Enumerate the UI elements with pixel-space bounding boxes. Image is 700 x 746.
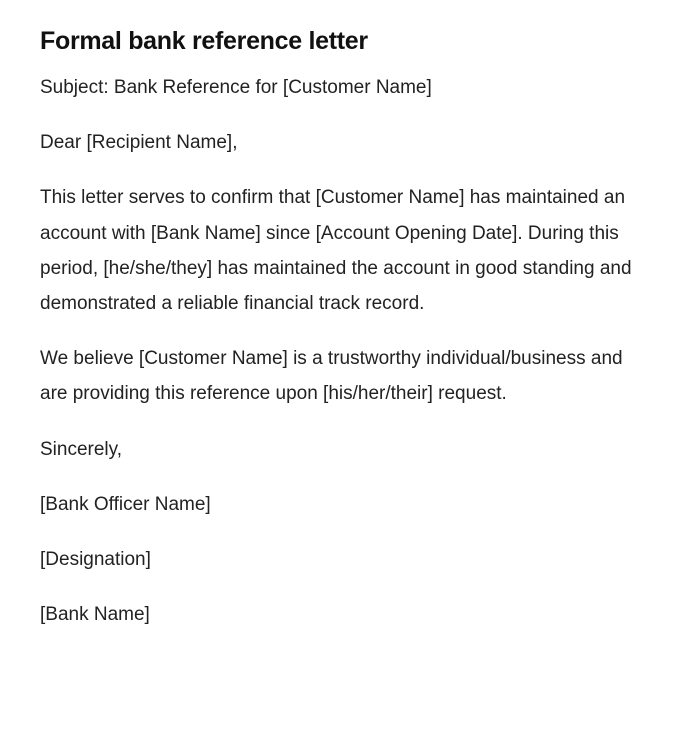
signature-designation: [Designation]: [40, 549, 151, 571]
signature-officer-name: [Bank Officer Name]: [40, 493, 211, 515]
salutation: Dear [Recipient Name],: [40, 132, 238, 154]
signature-bank-name: [Bank Name]: [40, 604, 150, 626]
document-title: Formal bank reference letter: [40, 27, 368, 55]
body-paragraph-2: We believe [Customer Name] is a trustworthy individual/business and are providing this reference upon [his/her/their] request.: [40, 348, 623, 405]
subject-line: Subject: Bank Reference for [Customer Name]: [40, 77, 432, 98]
closing: Sincerely,: [40, 438, 123, 460]
body-paragraph-1: This letter serves to confirm that [Customer Name] has maintained an account with [Bank Name] since [Account Opening Date]. During this period, [he/she/they] has maintained the account in good standing and demonstrated a reliable financial track record.: [40, 187, 632, 315]
